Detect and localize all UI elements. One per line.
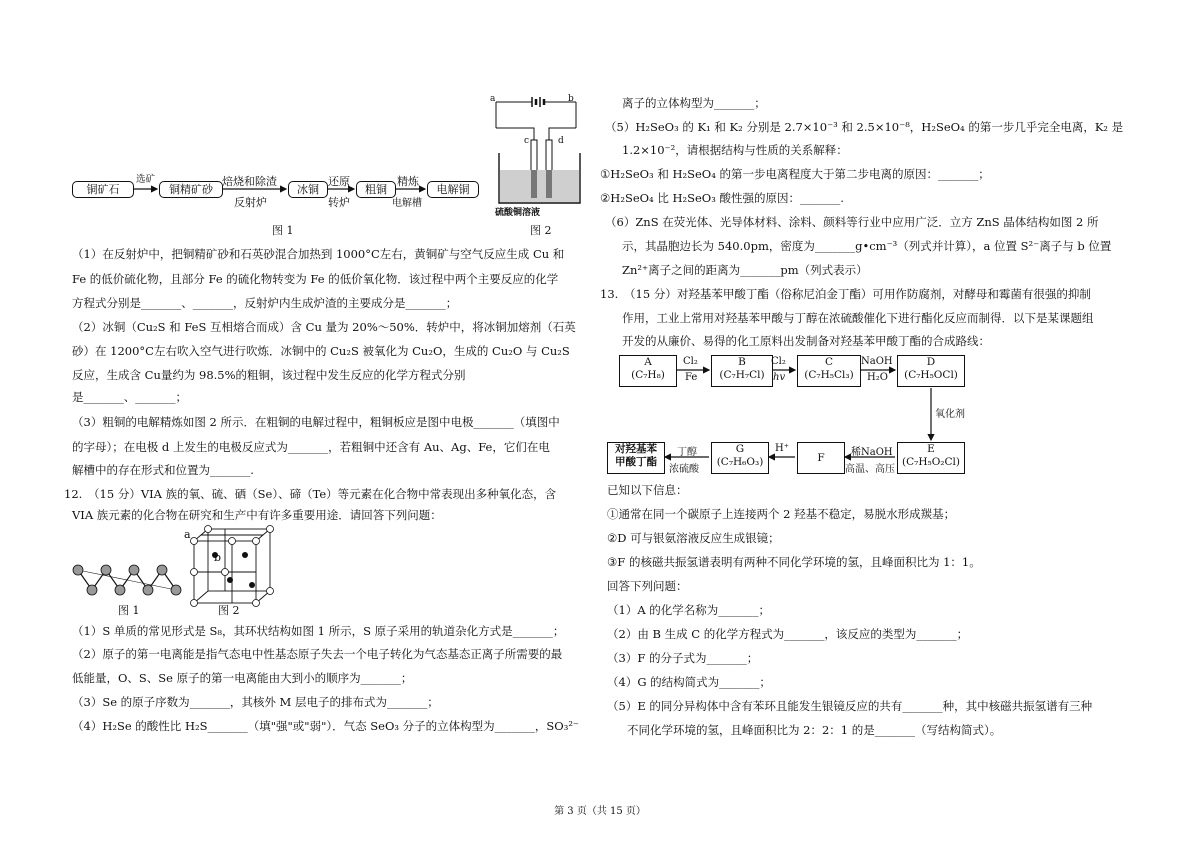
synth-fg-top: H⁺ (775, 443, 789, 454)
arrow-label-3: 还原 (328, 175, 350, 188)
fig1-caption: 图 1 (272, 224, 294, 237)
synth-node-A: A (C₇H₈) (619, 355, 677, 387)
right-line: 已知以下信息： (607, 483, 688, 497)
zns-b-label: b (214, 551, 222, 564)
left-line: （1）在反射炉中，把铜精矿砂和石英砂混合加热到 1000°C左右，黄铜矿与空气反应生成 Cu 和 (72, 247, 565, 261)
zns-a-label: a (184, 528, 191, 541)
electrode-a-label: a (490, 94, 496, 104)
right-line: 1.2×10⁻²，请根据结构与性质的关系解释： (622, 143, 848, 157)
synth-bc-top: Cl₂ (771, 356, 786, 367)
arrow-label-4b: 电解槽 (392, 198, 422, 209)
arrow-label-3b: 转炉 (328, 196, 350, 209)
left-line: （1）S 单质的常见形式是 S₈，其环状结构如图 1 所示，S 原子采用的轨道杂化方式是_______； (72, 624, 565, 638)
flow-node-concentrate: 铜精矿砂 (159, 181, 223, 198)
left-line: 反应，生成含 Cu量约为 98.5%的粗铜，该过程中发生反应的化学方程式分别 (72, 368, 466, 382)
left-line: 是_______、_______； (72, 390, 187, 404)
synth-gp-bot: 浓硫酸 (669, 464, 699, 475)
right-line: 不同化学环境的氢，且峰面积比为 2：2：1 的是_______（写结构简式）。 (627, 723, 1002, 737)
left-line: 解槽中的存在形式和位置为_______. (72, 463, 254, 477)
question-13-heading: 13. （15 分）对羟基苯甲酸丁酯（俗称尼泊金丁酯）可用作防腐剂，对酵母和霉菌有很强的抑制 (600, 287, 1091, 301)
right-line: 离子的立体构型为_______； (622, 96, 766, 110)
electrolysis-cell-diagram (494, 98, 584, 218)
right-line: 示，其晶胞边长为 540.0pm，密度为_______g•cm⁻³（列式并计算），a 位置 S²⁻离子与 b 位置 (622, 239, 1112, 253)
arrow-label-2b: 反射炉 (234, 196, 267, 209)
right-line: ③F 的核磁共振氢谱表明有两种不同化学环境的氢，且峰面积比为 1：1。 (607, 555, 981, 569)
left-line: （3）Se 的原子序数为_______，其核外 M 层电子的排布式为_______； (72, 695, 439, 709)
s8-fig-caption: 图 1 (118, 604, 140, 617)
right-line: （2）由 B 生成 C 的化学方程式为_______，该反应的类型为_______； (607, 627, 969, 641)
arrow-label-4: 精炼 (397, 175, 419, 188)
left-line: （3）粗铜的电解精炼如图 2 所示．在粗铜的电解过程中，粗铜板应是图中电极_______（填图中 (72, 415, 560, 429)
right-line: （6）ZnS 在荧光体、光导体材料、涂料、颜料等行业中应用广泛．立方 ZnS 晶体结构如图 2 所 (605, 215, 1099, 229)
left-line: 方程式分别是_______、_______，反射炉内生成炉渣的主要成分是_______； (72, 296, 458, 310)
right-line: ①通常在同一个碳原子上连接两个 2 羟基不稳定，易脱水形成羰基； (607, 507, 956, 521)
fig2-caption: 图 2 (530, 224, 552, 237)
synth-ef-top: 稀NaOH (851, 447, 893, 458)
synth-node-B: B (C₇H₇Cl) (711, 355, 773, 387)
right-line: （5）H₂SeO₃ 的 K₁ 和 K₂ 分别是 2.7×10⁻³ 和 2.5×10⁻⁸，H₂SeO₄ 的第一步几乎完全电离，K₂ 是 (605, 120, 1124, 134)
left-line: 砂）在 1200°C左右吹入空气进行吹炼．冰铜中的 Cu₂S 被氧化为 Cu₂O，生成的 Cu₂O 与 Cu₂S (72, 344, 570, 358)
left-line: VIA 族元素的化合物在研究和生产中有许多重要用途．请回答下列问题： (72, 508, 442, 522)
right-line: ②H₂SeO₄ 比 H₂SeO₃ 酸性强的原因：_______. (600, 191, 844, 205)
electrode-c-label: c (524, 136, 530, 146)
synth-node-E: E (C₇H₅O₂Cl) (897, 442, 965, 474)
flow-node-ore: 铜矿石 (72, 181, 134, 198)
synth-node-C: C (C₇H₅Cl₃) (797, 355, 861, 387)
left-line: （2）冰铜（Cu₂S 和 FeS 互相熔合而成）含 Cu 量为 20%～50%．转炉中，将冰铜加熔剂（石英 (72, 320, 576, 334)
right-line: （1）A 的化学名称为_______； (607, 603, 771, 617)
left-line: （4）H₂Se 的酸性比 H₂S_______（填"强"或"弱"）．气态 SeO₃ 分子的立体构型为_______，SO₃²⁻ (72, 719, 580, 733)
right-line: Zn²⁺离子之间的距离为_______pm（列式表示） (622, 263, 868, 277)
electrode-b-label: b (568, 94, 574, 104)
synth-node-G: G (C₇H₆O₃) (711, 442, 769, 474)
synthesis-arrows (605, 350, 985, 490)
solution-label: 硫酸铜溶液 (495, 208, 541, 218)
flow-node-matte: 冰铜 (288, 181, 328, 198)
flow-node-electrolytic: 电解铜 (427, 181, 479, 198)
synth-bc-bot: hv (773, 372, 786, 383)
zns-fig-caption: 图 2 (218, 604, 240, 617)
synth-de: 氧化剂 (935, 409, 965, 420)
synth-node-product: 对羟基苯 甲酸丁酯 (607, 442, 665, 474)
right-line: （5）E 的同分异构体中含有苯环且能发生银镜反应的共有_______种，其中核磁共振氢谱有三种 (607, 699, 1093, 713)
right-line: 开发的从廉价、易得的化工原料出发制备对羟基苯甲酸丁酯的合成路线： (622, 334, 990, 348)
arrow-label-1: 选矿 (136, 174, 156, 185)
s8-ring-diagram (72, 560, 182, 600)
left-line: （2）原子的第一电离能是指气态电中性基态原子失去一个电子转化为气态基态正离子所需要的最 (72, 647, 563, 661)
left-line: Fe 的低价硫化物，且部分 Fe 的硫化物转变为 Fe 的低价氧化物．该过程中两个主要反应的化学 (72, 272, 559, 286)
right-line: ①H₂SeO₃ 和 H₂SeO₄ 的第一步电离程度大于第二步电离的原因：_______； (600, 167, 990, 181)
zns-unit-cell-diagram (190, 525, 280, 605)
synth-gp-top: 丁醇 (677, 447, 697, 458)
right-line: ②D 可与银氨溶液反应生成银镜； (607, 531, 780, 545)
synth-ab-top: Cl₂ (683, 356, 698, 367)
synth-ab-bot: Fe (685, 372, 698, 383)
synth-cd-top: NaOH (861, 356, 893, 367)
right-line: （3）F 的分子式为_______； (607, 651, 759, 665)
arrow-label-2: 焙烧和除渣 (222, 175, 277, 188)
flow-node-blister: 粗铜 (356, 181, 396, 198)
synth-node-F: F (797, 442, 845, 474)
question-12-heading: 12. （15 分）VIA 族的氧、硫、硒（Se）、碲（Te）等元素在化合物中常表现出多种氧化态，含 (64, 487, 557, 501)
right-line: （4）G 的结构简式为_______； (607, 675, 771, 689)
synth-node-D: D (C₇H₅OCl) (897, 355, 965, 387)
left-line: 低能量，O、S、Se 原子的第一电离能由大到小的顺序为_______； (72, 671, 413, 685)
right-line: 作用，工业上常用对羟基苯甲酸与丁醇在浓硫酸催化下进行酯化反应而制得．以下是某课题组 (622, 311, 1094, 325)
synth-cd-bot: H₂O (867, 372, 888, 383)
right-line: 回答下列问题： (607, 579, 688, 593)
left-line: 的字母）；在电极 d 上发生的电极反应式为_______，若粗铜中还含有 Au、Ag、Fe，它们在电 (72, 440, 550, 454)
electrode-d-label: d (558, 136, 564, 146)
flow-arrows (72, 165, 492, 225)
page-footer: 第 3 页（共 15 页） (554, 806, 646, 817)
synth-ef-bot: 高温、高压 (845, 464, 895, 475)
